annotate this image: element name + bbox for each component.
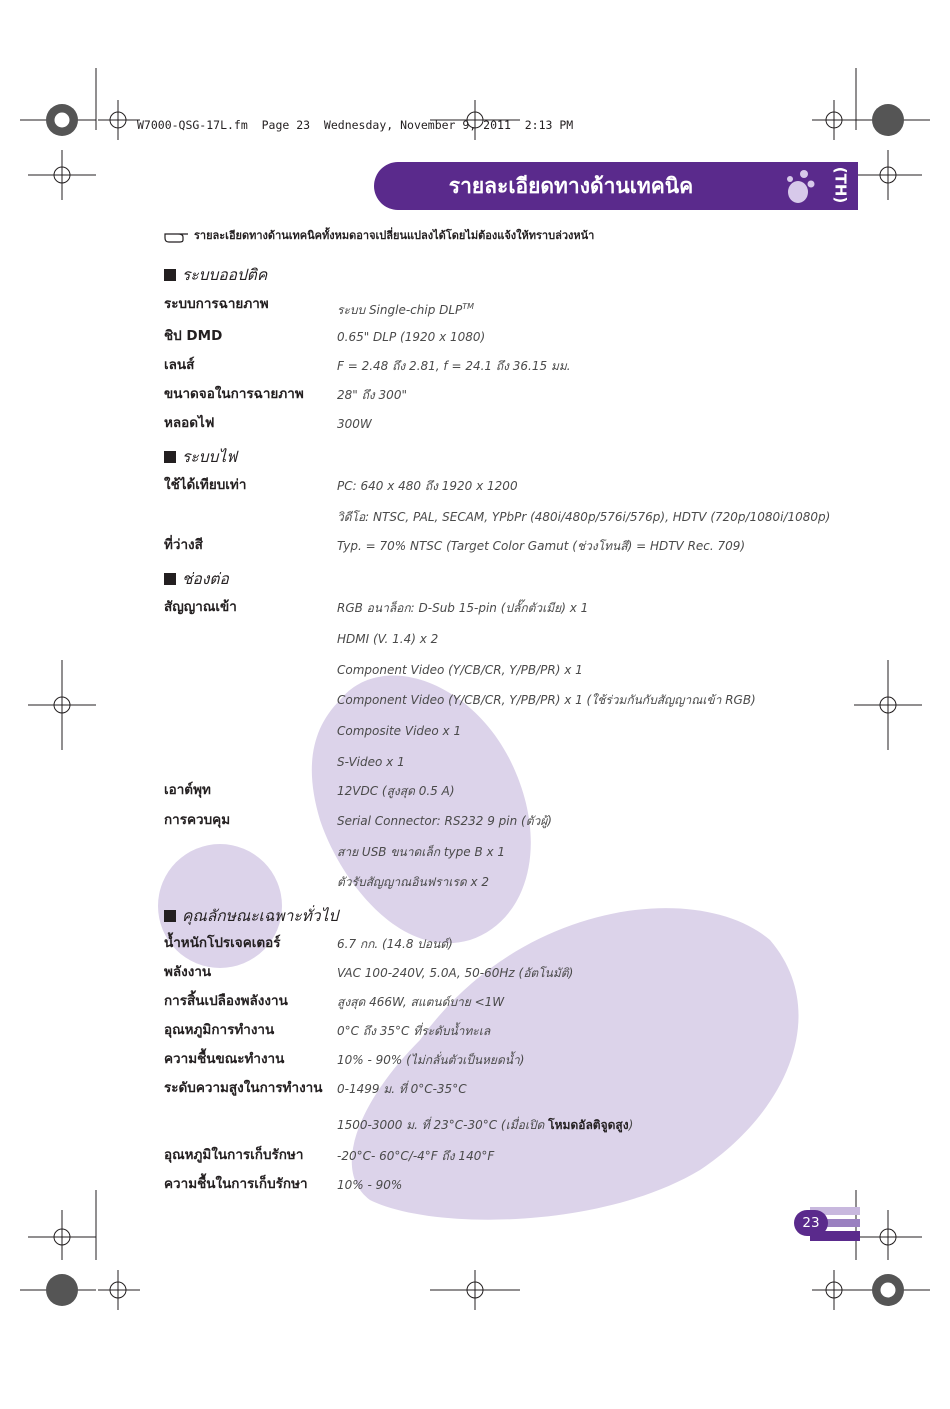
value-altitude: 0-1499 ม. ที่ 0°C-35°C [337, 1082, 467, 1096]
label-lens: เลนส์ [164, 357, 195, 373]
value-st-temp: -20°C- 60°C/-4°F ถึง 140°F [337, 1149, 495, 1163]
value-lamp: 300W [337, 417, 372, 431]
label-color: ที่ว่างสี [164, 537, 203, 553]
value-input-3: Component Video (Y/CB/CR, Y/PB/PR) x 1 [337, 663, 583, 677]
value-screen: 28" ถึง 300" [337, 388, 407, 402]
label-lamp: หลอดไฟ [164, 415, 215, 431]
value-projection: ระบบ Single-chip DLP™ [337, 302, 475, 317]
footprint-icon [782, 166, 818, 206]
value-control-1: Serial Connector: RS232 9 pin (ตัวผู้) [337, 814, 552, 828]
label-altitude: ระดับความสูงในการทำงาน [164, 1080, 323, 1096]
language-tab: (TH) [831, 166, 850, 204]
section-general: คุณลักษณะเฉพาะทั่วไป [164, 903, 338, 928]
value-control-3: ตัวรับสัญญาณอินฟราเรด x 2 [337, 875, 490, 889]
value-input-4: Component Video (Y/CB/CR, Y/PB/PR) x 1 (ใช้ร่วมกันกับสัญญาณเข้า RGB) [337, 693, 756, 707]
value-consumption: สูงสุด 466W, สแตนด์บาย <1W [337, 995, 505, 1009]
value-weight: 6.7 กก. (14.8 ปอนด์) [337, 937, 453, 951]
value-lens: F = 2.48 ถึง 2.81, f = 24.1 ถึง 36.15 มม. [337, 359, 571, 373]
label-op-temp: อุณหภูมิการทำงาน [164, 1022, 275, 1038]
label-control: การควบคุม [164, 812, 231, 828]
page-title: รายละเอียดทางด้านเทคนิค [448, 174, 694, 198]
value-power: VAC 100-240V, 5.0A, 50-60Hz (อัตโนมัติ) [337, 966, 574, 980]
label-power: พลังงาน [164, 964, 212, 980]
value-color: Typ. = 70% NTSC (Target Color Gamut (ช่วงโทนสี) = HDTV Rec. 709) [337, 539, 746, 553]
label-output: เอาต์พุท [164, 782, 211, 798]
label-weight: น้ำหนักโปรเจคเตอร์ [164, 935, 281, 951]
section-ports: ช่องต่อ [164, 566, 229, 591]
label-screen: ขนาดจอในการฉายภาพ [164, 386, 304, 402]
value-op-humidity: 10% - 90% (ไม่กลั่นตัวเป็นหยดน้ำ) [337, 1053, 525, 1067]
note-text: รายละเอียดทางด้านเทคนิคทั้งหมดอาจเปลี่ยนแปลงได้โดยไม่ต้องแจ้งให้ทราบล่วงหน้า [194, 229, 595, 242]
value-input-1: RGB อนาล็อก: D-Sub 15-pin (ปลั๊กตัวเมีย) x 1 [337, 601, 589, 615]
label-st-humidity: ความชื้นในการเก็บรักษา [164, 1176, 308, 1192]
value-dmd: 0.65" DLP (1920 x 1080) [337, 330, 486, 344]
label-compat: ใช้ได้เทียบเท่า [164, 477, 247, 493]
value-output: 12VDC (สูงสุด 0.5 A) [337, 784, 455, 798]
pointing-hand-icon [164, 229, 190, 243]
label-projection: ระบบการฉายภาพ [164, 296, 269, 312]
label-st-temp: อุณหภูมิในการเก็บรักษา [164, 1147, 304, 1163]
value-control-2: สาย USB ขนาดเล็ก type B x 1 [337, 845, 506, 859]
label-dmd: ชิป DMD [164, 328, 223, 344]
file-header: W7000-QSG-17L.fm Page 23 Wednesday, November 9, 2011 2:13 PM [137, 118, 574, 132]
value-input-5: Composite Video x 1 [337, 724, 462, 738]
label-consumption: การสิ้นเปลืองพลังงาน [164, 993, 288, 1009]
decorative-blob-mid [312, 676, 531, 944]
value-op-temp: 0°C ถึง 35°C ที่ระดับน้ำทะเล [337, 1024, 491, 1038]
value-altitude-high: 1500-3000 ม. ที่ 23°C-30°C (เมื่อเปิด โหมดอัลติจูดสูง) [337, 1118, 634, 1132]
value-input-6: S-Video x 1 [337, 755, 405, 769]
label-op-humidity: ความชื้นขณะทำงาน [164, 1051, 285, 1067]
value-st-humidity: 10% - 90% [337, 1178, 403, 1192]
value-input-2: HDMI (V. 1.4) x 2 [337, 632, 439, 646]
value-compat: PC: 640 x 480 ถึง 1920 x 1200 [337, 479, 518, 493]
section-electrical: ระบบไฟ [164, 444, 237, 469]
page-number: 23 [794, 1210, 828, 1236]
note [164, 226, 594, 244]
value-compat-video: วิดีโอ: NTSC, PAL, SECAM, YPbPr (480i/480p/576i/576p), HDTV (720p/1080i/1080p) [337, 510, 831, 524]
label-input: สัญญาณเข้า [164, 599, 237, 615]
section-optical: ระบบออปติค [164, 262, 267, 287]
